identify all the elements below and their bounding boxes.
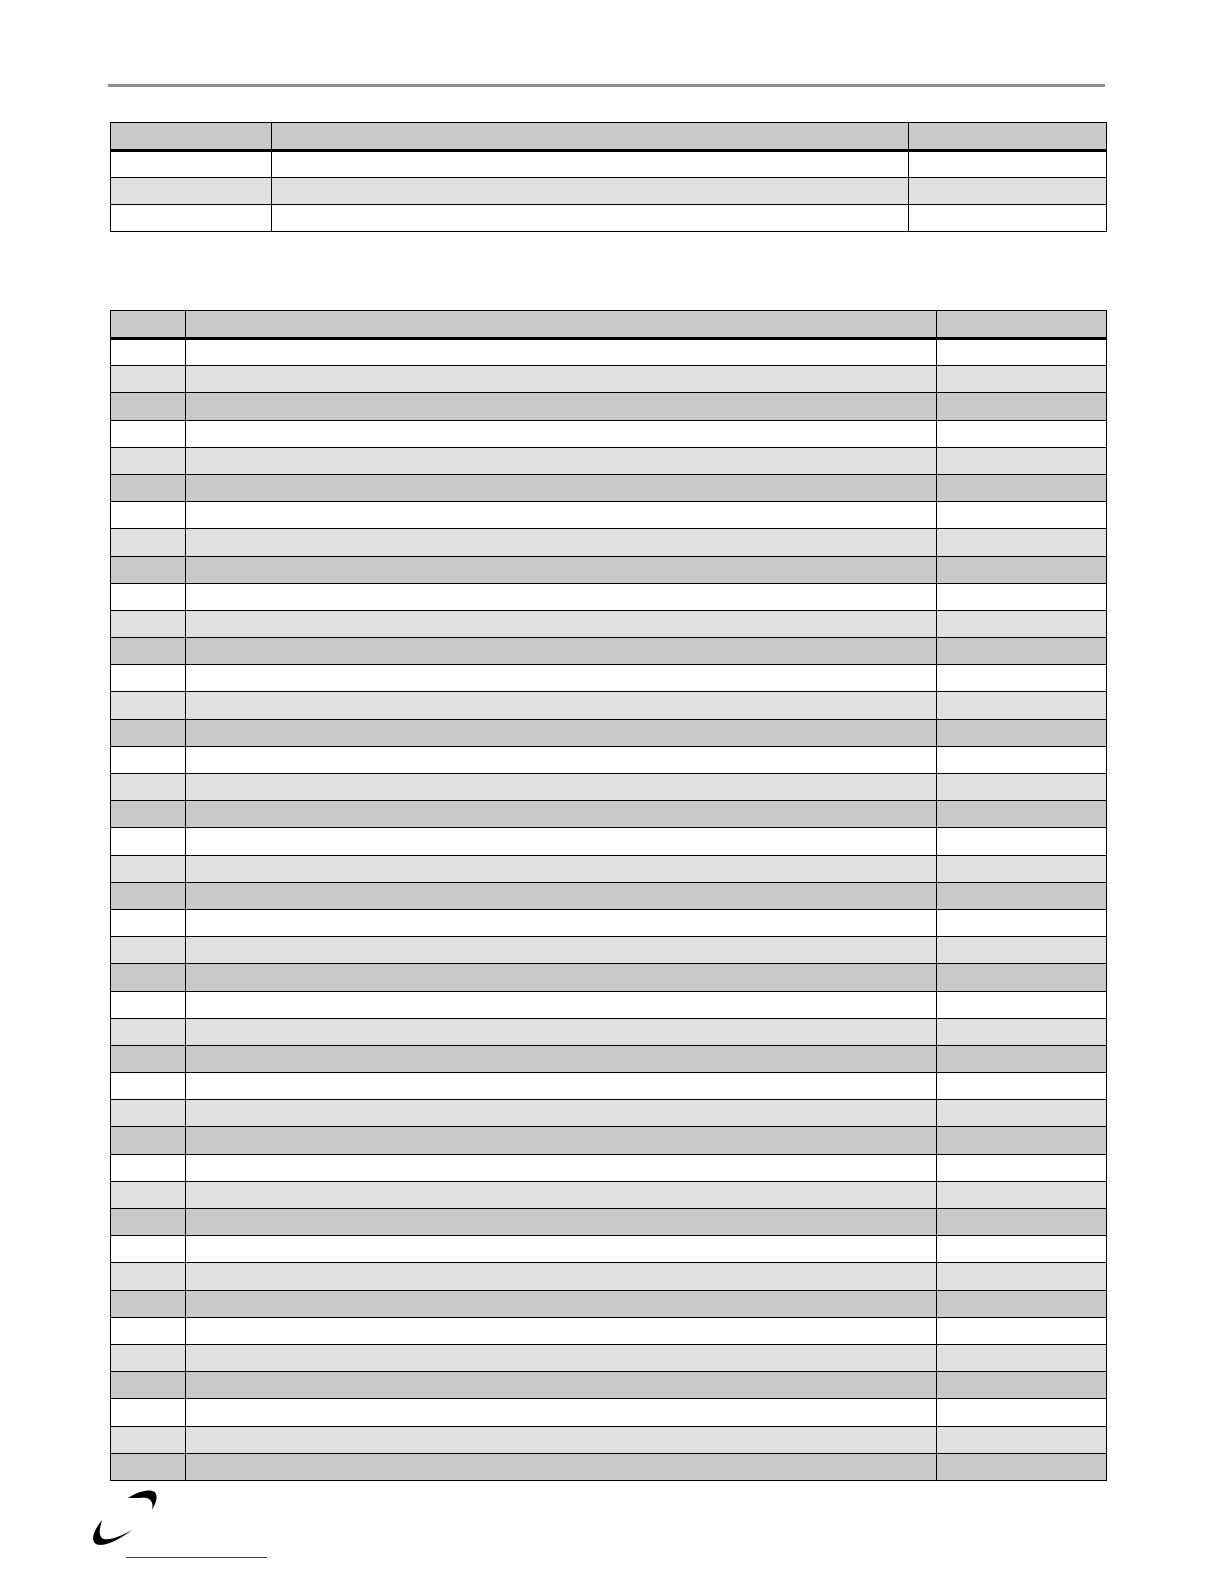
table-cell: [937, 746, 1107, 773]
table-cell: [937, 610, 1107, 637]
table-cell: [937, 1453, 1107, 1480]
table-cell: [111, 855, 186, 882]
table-row: [111, 774, 1107, 801]
table-cell: [111, 801, 186, 828]
footer-link[interactable]: [126, 1557, 267, 1558]
table-cell: [937, 1426, 1107, 1453]
table-cell: [937, 828, 1107, 855]
table-row: [111, 665, 1107, 692]
table-cell: [111, 1100, 186, 1127]
table-row: [111, 746, 1107, 773]
header-cell: [111, 123, 272, 151]
table-row: [111, 1127, 1107, 1154]
table-cell: [111, 1263, 186, 1290]
table-row: [111, 1453, 1107, 1480]
table-cell: [937, 665, 1107, 692]
table-row: [111, 420, 1107, 447]
table-row: [111, 502, 1107, 529]
table-cell: [186, 610, 937, 637]
table-row: [111, 556, 1107, 583]
table-cell: [909, 178, 1107, 205]
table-cell: [111, 1399, 186, 1426]
table-row: [111, 178, 1107, 205]
table-cell: [937, 1236, 1107, 1263]
table-cell: [186, 556, 937, 583]
table-cell: [186, 1399, 937, 1426]
table-cell: [111, 774, 186, 801]
table-cell: [111, 1181, 186, 1208]
table-cell: [111, 1154, 186, 1181]
table-cell: [186, 366, 937, 393]
table-cell: [937, 1317, 1107, 1344]
table-cell: [186, 474, 937, 501]
table-cell: [186, 692, 937, 719]
table-row: [111, 366, 1107, 393]
table-cell: [937, 991, 1107, 1018]
table-cell: [937, 502, 1107, 529]
table-cell: [186, 583, 937, 610]
table-cell: [186, 1073, 937, 1100]
table-cell: [186, 937, 937, 964]
table-cell: [111, 1426, 186, 1453]
table-cell: [937, 339, 1107, 366]
table-cell: [111, 339, 186, 366]
table-row: [111, 1372, 1107, 1399]
table-row: [111, 529, 1107, 556]
table-row: [111, 1181, 1107, 1208]
register-table-header: [111, 311, 1107, 339]
table-cell: [111, 1290, 186, 1317]
table-row: [111, 964, 1107, 991]
table-row: [111, 855, 1107, 882]
table-cell: [937, 529, 1107, 556]
table-cell: [186, 774, 937, 801]
table-cell: [937, 909, 1107, 936]
header-cell: [909, 123, 1107, 151]
table-cell: [111, 1344, 186, 1371]
table-cell: [111, 692, 186, 719]
table-row: [111, 1073, 1107, 1100]
revision-table-header: [111, 123, 1107, 151]
table-cell: [186, 420, 937, 447]
table-cell: [111, 474, 186, 501]
table-cell: [186, 638, 937, 665]
table-cell: [186, 801, 937, 828]
table-cell: [111, 502, 186, 529]
table-cell: [937, 420, 1107, 447]
table-cell: [186, 502, 937, 529]
header-cell: [186, 311, 937, 339]
table-cell: [186, 1453, 937, 1480]
table-row: [111, 1426, 1107, 1453]
table-cell: [186, 447, 937, 474]
table-cell: [909, 205, 1107, 232]
table-cell: [111, 746, 186, 773]
table-cell: [111, 828, 186, 855]
table-cell: [937, 1018, 1107, 1045]
table-row: [111, 610, 1107, 637]
table-cell: [937, 1154, 1107, 1181]
table-cell: [272, 151, 909, 178]
table-cell: [937, 1263, 1107, 1290]
table-cell: [937, 1399, 1107, 1426]
table-row: [111, 1399, 1107, 1426]
table-cell: [937, 1045, 1107, 1072]
table-cell: [186, 339, 937, 366]
swoosh-logo-icon: [88, 1486, 160, 1546]
table-cell: [186, 1154, 937, 1181]
table-cell: [111, 1317, 186, 1344]
table-cell: [186, 1236, 937, 1263]
table-cell: [186, 746, 937, 773]
table-cell: [186, 828, 937, 855]
table-row: [111, 882, 1107, 909]
table-cell: [186, 1127, 937, 1154]
table-cell: [186, 1344, 937, 1371]
table-cell: [111, 556, 186, 583]
table-cell: [937, 1344, 1107, 1371]
table-cell: [111, 638, 186, 665]
table-cell: [111, 178, 272, 205]
header-cell: [937, 311, 1107, 339]
table-cell: [937, 474, 1107, 501]
table-cell: [186, 1317, 937, 1344]
table-cell: [186, 719, 937, 746]
table-row: [111, 205, 1107, 232]
table-cell: [111, 991, 186, 1018]
table-cell: [937, 556, 1107, 583]
table-cell: [111, 1127, 186, 1154]
header-divider: [108, 84, 1105, 87]
table-cell: [186, 1018, 937, 1045]
table-cell: [937, 719, 1107, 746]
table-cell: [111, 719, 186, 746]
table-cell: [937, 366, 1107, 393]
table-cell: [186, 1290, 937, 1317]
table-cell: [186, 1263, 937, 1290]
table-cell: [937, 774, 1107, 801]
table-row: [111, 1290, 1107, 1317]
table-row: [111, 1263, 1107, 1290]
table-row: [111, 937, 1107, 964]
table-cell: [272, 205, 909, 232]
table-cell: [909, 151, 1107, 178]
table-cell: [937, 1100, 1107, 1127]
table-cell: [937, 1290, 1107, 1317]
table-row: [111, 692, 1107, 719]
table-cell: [111, 1018, 186, 1045]
table-cell: [111, 937, 186, 964]
header-cell: [272, 123, 909, 151]
table-cell: [111, 583, 186, 610]
table-cell: [111, 1073, 186, 1100]
table-cell: [937, 801, 1107, 828]
register-table: [110, 310, 1107, 1481]
table-cell: [937, 583, 1107, 610]
table-row: [111, 1344, 1107, 1371]
table-row: [111, 909, 1107, 936]
table-row: [111, 1209, 1107, 1236]
table-cell: [186, 964, 937, 991]
table-cell: [937, 1181, 1107, 1208]
table-cell: [937, 638, 1107, 665]
revision-table: [110, 122, 1107, 232]
table-cell: [111, 366, 186, 393]
table-cell: [937, 1073, 1107, 1100]
table-cell: [111, 610, 186, 637]
table-row: [111, 1154, 1107, 1181]
table-cell: [937, 447, 1107, 474]
table-cell: [186, 1209, 937, 1236]
table-cell: [937, 964, 1107, 991]
table-cell: [937, 1372, 1107, 1399]
table-row: [111, 339, 1107, 366]
table-cell: [186, 665, 937, 692]
table-cell: [111, 1453, 186, 1480]
table-cell: [272, 178, 909, 205]
table-cell: [111, 882, 186, 909]
table-row: [111, 151, 1107, 178]
table-cell: [186, 991, 937, 1018]
table-cell: [111, 151, 272, 178]
table-cell: [111, 420, 186, 447]
table-row: [111, 828, 1107, 855]
table-cell: [186, 909, 937, 936]
table-cell: [111, 1236, 186, 1263]
table-row: [111, 719, 1107, 746]
table-row: [111, 1317, 1107, 1344]
table-cell: [111, 1209, 186, 1236]
table-row: [111, 801, 1107, 828]
table-row: [111, 447, 1107, 474]
table-cell: [937, 855, 1107, 882]
register-table-body: [111, 339, 1107, 1481]
table-cell: [186, 1372, 937, 1399]
table-cell: [111, 665, 186, 692]
table-row: [111, 474, 1107, 501]
table-row: [111, 583, 1107, 610]
table-row: [111, 1100, 1107, 1127]
table-cell: [186, 882, 937, 909]
table-cell: [186, 529, 937, 556]
table-cell: [937, 1209, 1107, 1236]
table-cell: [186, 1100, 937, 1127]
table-cell: [937, 937, 1107, 964]
table-cell: [186, 1181, 937, 1208]
table-cell: [111, 909, 186, 936]
table-cell: [111, 205, 272, 232]
table-cell: [111, 447, 186, 474]
table-cell: [186, 855, 937, 882]
table-cell: [937, 692, 1107, 719]
table-row: [111, 1045, 1107, 1072]
table-row: [111, 1018, 1107, 1045]
table-row: [111, 393, 1107, 420]
table-cell: [937, 1127, 1107, 1154]
table-cell: [111, 529, 186, 556]
table-cell: [186, 1045, 937, 1072]
table-cell: [186, 393, 937, 420]
table-cell: [186, 1426, 937, 1453]
table-row: [111, 1236, 1107, 1263]
table-cell: [111, 964, 186, 991]
table-cell: [111, 1372, 186, 1399]
table-cell: [111, 393, 186, 420]
table-cell: [111, 1045, 186, 1072]
table-cell: [937, 393, 1107, 420]
table-row: [111, 638, 1107, 665]
table-row: [111, 991, 1107, 1018]
table-cell: [937, 882, 1107, 909]
header-cell: [111, 311, 186, 339]
